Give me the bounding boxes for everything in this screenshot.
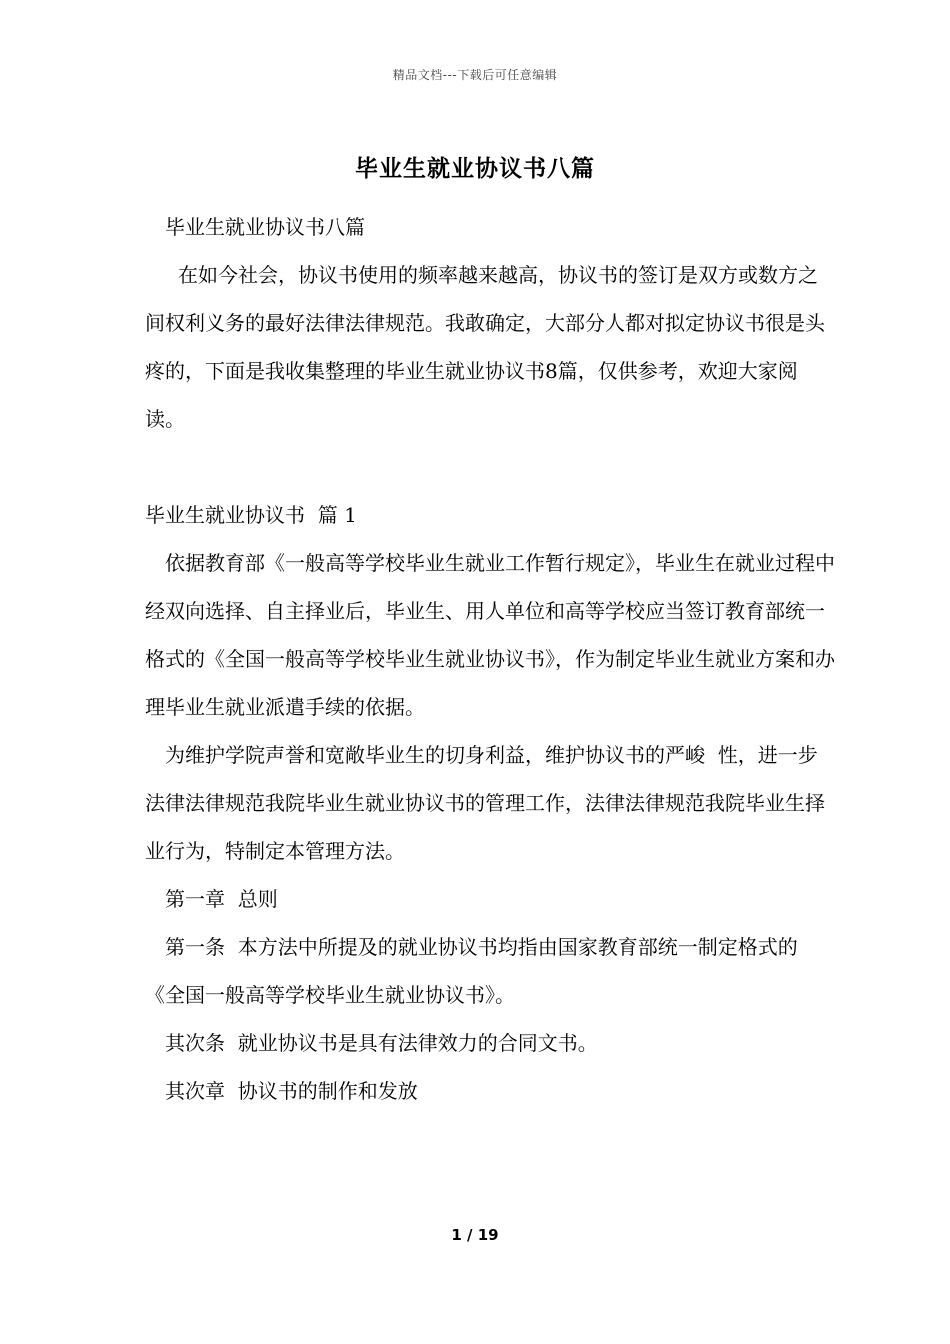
body-paragraph: 依据教育部《一般高等学校毕业生就业工作暂行规定》，毕业生在就业过程中经双向选择、自主择业后，毕业生、用人单位和高等学校应当签订教育部统一格式的《全国一般高等学校毕业生就业协议书》，作为制定毕业生就业方案和办理毕业生就业派遣手续的依据。 xyxy=(145,551,835,719)
intro-paragraph: 在如今社会，协议书使用的频率越来越高，协议书的签订是双方或数方之间权利义务的最好法律法律规范。我敢确定，大部分人都对拟定协议书很是头疼的，下面是我收集整理的毕业生就业协议书8篇，仅供参考，欢迎大家阅读。 xyxy=(145,263,825,431)
chapter-heading: 第一章 总则 xyxy=(165,887,278,911)
section-heading: 毕业生就业协议书 篇 1 xyxy=(145,503,357,527)
body-paragraph: 为维护学院声誉和宽敞毕业生的切身利益，维护协议书的严峻 性，进一步法律法律规范我院毕业生就业协议书的管理工作，法律法律规范我院毕业生择业行为，特制定本管理方法。 xyxy=(145,743,825,863)
document-title: 毕业生就业协议书八篇 xyxy=(355,155,595,182)
document-body xyxy=(145,203,835,1115)
chapter-heading: 其次章 协议书的制作和发放 xyxy=(165,1079,418,1103)
paragraph-spacer xyxy=(145,443,835,491)
document-subtitle: 毕业生就业协议书八篇 xyxy=(165,215,365,239)
page-number: 1 / 19 xyxy=(451,1226,499,1244)
header-note: 精品文档---下载后可任意编辑 xyxy=(392,68,558,82)
article-paragraph: 第一条 本方法中所提及的就业协议书均指由国家教育部统一制定格式的《全国一般高等学校毕业生就业协议书》。 xyxy=(145,935,798,1007)
article-paragraph: 其次条 就业协议书是具有法律效力的合同文书。 xyxy=(165,1031,598,1055)
